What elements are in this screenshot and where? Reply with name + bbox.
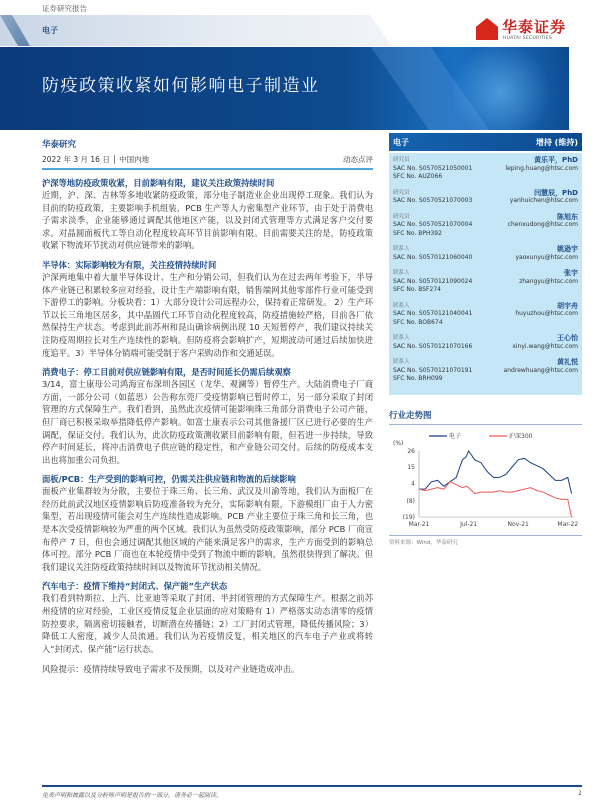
industry-chart: [389, 431, 582, 531]
title-banner: [0, 47, 569, 130]
section-heading: 沪深等地防疫政策收紧，目前影响有限，建议关注政策持续时间: [42, 178, 275, 188]
analyst-email[interactable]: xinyi.wang@htsc.com: [512, 342, 578, 350]
analyst-email[interactable]: huyuzhou@htsc.com: [515, 310, 578, 317]
sector-tag: 电子: [42, 26, 58, 35]
doc-type-label: 证券研究报告: [42, 4, 87, 13]
x-tick-label: Mar-22: [557, 520, 579, 528]
chart-source: 资料来源：Wind，华泰研究: [389, 535, 582, 546]
analyst-role: 联系人: [393, 246, 410, 252]
globe-decoration: [399, 47, 569, 130]
analyst-email[interactable]: andrewhuang@htsc.com: [503, 366, 578, 374]
company-logo: [474, 16, 586, 44]
analyst-role: 研究员: [393, 157, 410, 163]
chart-title: 行业走势图: [389, 409, 582, 425]
analyst-sfc: SFC No. BSF274: [393, 286, 441, 293]
analyst-role: 联系人: [393, 335, 410, 341]
report-title: 防疫政策收紧如何影响电子制造业: [42, 76, 320, 96]
analyst-role: 联系人: [393, 359, 410, 365]
analyst-email[interactable]: leping.huang@htsc.com: [505, 164, 578, 172]
analyst-entry: [393, 269, 578, 295]
analyst-name: 黄乐平，PhD: [534, 156, 578, 164]
rating-sector: 电子: [393, 137, 409, 147]
report-section: [42, 259, 373, 359]
x-tick-label: Mar-21: [408, 520, 430, 528]
analyst-sac: SAC No. S0570121070166: [393, 342, 473, 350]
logo-subtext: HUATAI SECURITIES: [503, 36, 553, 41]
rating-bar: [389, 133, 582, 151]
analyst-sac: SAC No. S0570121070191: [393, 366, 473, 374]
analyst-sac: SAC No. S0570121090024: [393, 277, 473, 285]
analyst-entry: [393, 189, 578, 206]
meta-line: [42, 154, 373, 170]
analyst-role: 联系人: [393, 302, 410, 309]
y-tick-label: 4: [411, 479, 415, 487]
analyst-sac: SAC No. S0570521070004: [393, 221, 473, 228]
y-tick-label: (8): [406, 497, 415, 505]
x-tick-label: Nov-21: [507, 520, 529, 528]
report-section: [42, 580, 373, 655]
side-column: [389, 133, 582, 546]
y-tick-label: (19): [402, 513, 415, 521]
analyst-entry: [393, 302, 578, 328]
section-body: 我们看到特斯拉、上汽、比亚迪等采取了封闭、半封闭管理的方式保障生产。根据之前苏州疫情的应对经验，工业区疫情反复企业层面的应对策略有 1）严格落实动态清零的疫情防控要求，隔离密切接触者，切断潜在传播链；2）工厂封闭式管理，降低传播风险；3）降低工人密度，减少人员流通。我们认为若疫情反复，相关地区的汽车电子产业或将转入“封闭式、保产能”运行状态。: [42, 593, 373, 654]
legend-label: 电子: [449, 432, 462, 440]
report-type: 动态点评: [343, 155, 373, 164]
section-body: 面板产业集群较为分散，主要位于珠三角、长三角、武汉及川渝等地，我们认为面板厂在经历此前武汉地区疫情影响后防疫准备较为充分，实际影响有限，下游模组厂由于人力密集型，若出现疫情可能会对生产连续性造成影响。PCB 产业主要位于珠三角和长三角，也是本次受疫情影响较为严重的两个区域。我们认为虽然受防疫政策影响，部分 PCB 厂商宣布停产 7 日，但也会通过调配其他区域的产能来满足客户的需求，生产方面受到的影响总体可控。部分 PCB 厂商也在本轮疫情中受到了物流中断的影响，虽然很快得到了解决。但我们建议关注防疫政策持续时间以及物流环节扰动相关情况。: [42, 486, 373, 572]
analyst-sac: SAC No. S0570121040041: [393, 310, 473, 317]
section-heading: 消费电子：停工目前对供应链影响有限，是否时间延长仍需后续观察: [42, 367, 291, 378]
section-heading: 汽车电子：疫情下维持“封闭式、保产能”生产状态: [42, 581, 228, 592]
analyst-entry: [393, 156, 578, 182]
series-line-1: [419, 481, 572, 516]
analyst-name: 张宇: [564, 269, 578, 277]
logo-mark-icon: [476, 18, 498, 40]
section-heading: 半导体：实际影响较为有限，关注疫情持续时间: [42, 259, 217, 270]
report-section: [42, 366, 373, 466]
header-band: [0, 15, 392, 46]
analyst-name: 胡宇舟: [557, 301, 578, 310]
org-name: 华泰研究: [42, 140, 77, 150]
analyst-name: 闫慧辰，PhD: [534, 188, 578, 197]
analyst-email[interactable]: zhangyu@htsc.com: [519, 277, 578, 285]
analyst-entry: [393, 213, 578, 239]
report-section: [42, 473, 373, 573]
x-tick-label: Jul-21: [460, 520, 478, 528]
analyst-sac: SAC No. S0570121060040: [393, 253, 473, 261]
footer-rule: [42, 785, 582, 787]
footer: [42, 790, 582, 799]
analyst-entry: [393, 358, 578, 384]
analyst-box: [389, 153, 582, 395]
y-tick-label: 15: [407, 463, 415, 471]
analyst-email[interactable]: chenxudong@htsc.com: [507, 221, 578, 228]
y-tick-label: 26: [407, 447, 415, 455]
y-axis-label: (%): [393, 439, 404, 447]
section-heading: 面板/PCB：生产受到的影响可控，仍需关注供应链和物流的后续影响: [42, 474, 296, 485]
rating-value: 增持 (维持): [535, 137, 578, 147]
chart-svg: [389, 431, 582, 531]
risk-warning: 风险提示：疫情持续导致电子需求不及预期，以及对产业链造成冲击。: [42, 664, 300, 675]
section-body: 3/14，富士康母公司鸿海宣布深圳各园区（龙华、观澜等）暂停生产。大陆消费电子厂商方面，一部分公司（如蓝思）公告称东莞厂受疫情影响已暂时停工，另一部分采取了封闭管理的方式保障生产。我们看到，虽然此次疫情可能影响珠三角部分消费电子公司产能，但厂商已积极采取举措降低停产影响。如富士康表示公司其他备援厂区已进行必要的生产调配，保证交付。我们认为，此次防疫政策测收紧目前影响有限，但若进一步持续，导致停产时间延长，将冲击消费电子供应链的稳定性，和产业链公司交付。后续的防疫成本支出也将加重公司负担。: [42, 379, 373, 465]
main-column: [42, 138, 373, 675]
analyst-sfc: SFC No. BPH392: [393, 229, 442, 237]
report-section: [42, 177, 373, 252]
analyst-name: 陈旭东: [557, 212, 578, 221]
analyst-email[interactable]: yanhuichen@htsc.com: [509, 197, 578, 204]
analyst-email[interactable]: yaoxunyu@htsc.com: [515, 253, 578, 261]
analyst-role: 研究员: [393, 189, 410, 196]
series-line-0: [419, 451, 572, 494]
analyst-sfc: SFC No. AUZ066: [393, 173, 443, 180]
analyst-role: 研究员: [393, 213, 410, 220]
analyst-name: 姚逊宇: [557, 245, 578, 253]
band-stripe: [0, 15, 30, 46]
footer-disclaimer: 免责声明和披露以及分析师声明是报告的一部分，请务必一起阅读。: [42, 792, 223, 799]
analyst-sac: SAC No. S0570521050001: [393, 164, 473, 172]
date-region: 2022 年 3 月 16 日 │ 中国内地: [42, 155, 150, 164]
analyst-name: 黄礼悦: [557, 358, 578, 366]
section-body: 近期，沪、深、吉林等多地收紧防疫政策，部分电子制造业企业出现停工现象。我们认为目前的防疫政策，主要影响手机组装，PCB 生产等人力密集型产业环节，由于处于消费电子需求淡季，企业能够通过调配其他地区产能，以及封闭式管理等方式满足客户交付要求。对晶圆面板代工等自动化程度较高环节目前影响有限。目前需要关注的是，防疫政策收紧下物流环节扰动对供应链带来的影响。: [42, 190, 373, 251]
logo-text: 华泰证券: [502, 18, 567, 36]
analyst-sfc: SFC No. BRH099: [393, 375, 443, 382]
section-body: 沪深两地集中着大量半导体设计、生产和分销公司，但我们认为在过去两年考验下，半导体产业链已积累较多应对经验，设计生产端影响有限，销售端网其他零部件行业可能受到下游停工的影响。分板块看：1）大部分设计公司远程办公，保持着正常研发。 2）生产环节以长三角地区居多，其中晶圆代工环节自动化程度较高，防疫措施较严格，目前各厂依然保持生产状态。考虑到此前苏州和昆山确诊病例出现 10 天短暂停产，我们建议持续关注防疫周期拉长对生产连续性的影响。但防疫将会影响扩产，短期波动可通过后续加快进度追平。3）半导体分销端可能受制于客户采购动作和交通延误。: [42, 271, 373, 358]
legend-label: 沪深300: [509, 432, 533, 440]
analyst-entry: [393, 245, 578, 262]
analyst-entry: [393, 334, 578, 351]
page-number: 1: [578, 790, 582, 797]
analyst-sfc: SFC No. BOB674: [393, 318, 443, 326]
analyst-role: 联系人: [393, 270, 410, 276]
analyst-name: 王心怡: [557, 334, 578, 342]
analyst-sac: SAC No. S0570521070003: [393, 197, 473, 204]
